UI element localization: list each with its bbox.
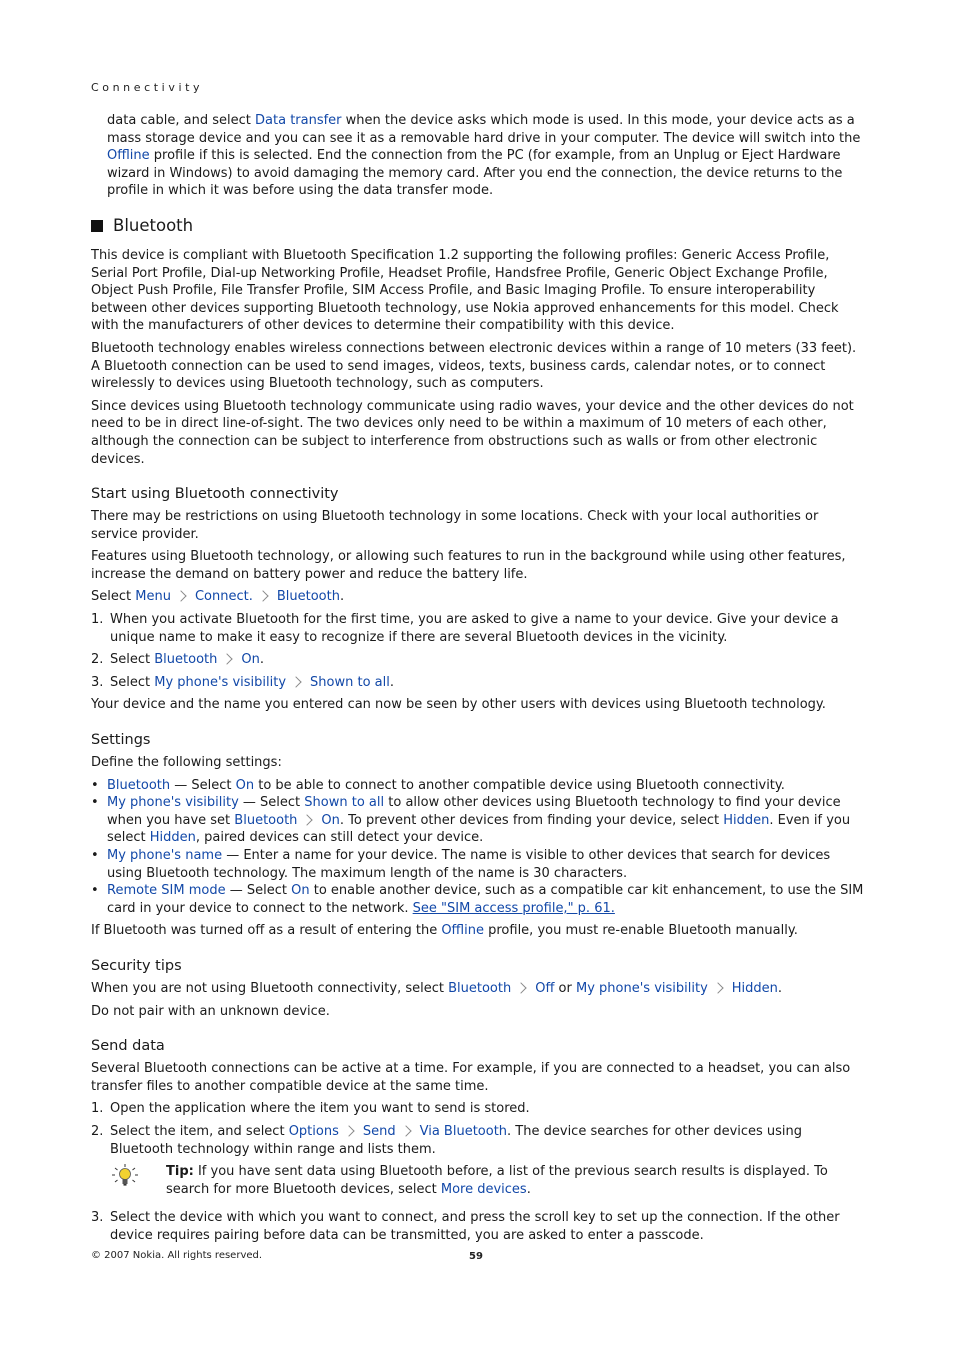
step-number: 3. bbox=[91, 674, 104, 690]
ui-term-via-bluetooth: Via Bluetooth bbox=[419, 1123, 508, 1139]
steps-list bbox=[91, 1209, 866, 1244]
text-fragment: . bbox=[389, 674, 394, 690]
paragraph: There may be restrictions on using Bluetooth technology in some locations. Check with your local authorities or service provider. bbox=[91, 509, 819, 542]
paragraph: Features using Bluetooth technology, or allowing such features to run in the background while using other features, increase the demand on battery power and reduce the battery life. bbox=[91, 549, 846, 582]
ui-term-phone-name: My phone's name bbox=[107, 848, 223, 863]
settings-item-phone-name bbox=[91, 847, 866, 882]
steps-list bbox=[91, 1100, 866, 1158]
ui-term-bluetooth: Bluetooth bbox=[154, 652, 218, 668]
paragraph: Define the following settings: bbox=[91, 755, 282, 771]
step-number: 1. bbox=[91, 1101, 104, 1117]
text-fragment: to allow other devices using Bluetooth technology to find your device when you have set bbox=[107, 795, 841, 828]
step-item bbox=[91, 611, 866, 646]
text-fragment: . To prevent other devices from finding your device, select bbox=[339, 812, 724, 828]
step-text: Select the device with which you want to connect, and press the scroll key to set up the connection. If the other device requires pairing before data can be transmitted, you are asked to enter a passcode. bbox=[110, 1210, 840, 1243]
tip-label: Tip: bbox=[166, 1164, 194, 1180]
chevron-right-icon bbox=[257, 591, 268, 602]
step-item bbox=[91, 1209, 866, 1244]
page-number: 59 bbox=[469, 1251, 483, 1262]
text-fragment: . bbox=[777, 980, 783, 996]
ui-term-shown-to-all: Shown to all bbox=[304, 795, 385, 811]
step-item bbox=[91, 651, 866, 669]
ui-term-visibility: My phone's visibility bbox=[576, 980, 708, 996]
text-fragment: — Select bbox=[170, 777, 236, 793]
ui-term-hidden: Hidden bbox=[723, 812, 770, 828]
step-text: When you activate Bluetooth for the first time, you are asked to give a name to your device. Give your device a unique name to make it easy to recognize if there are several Bluetooth devices in the vicinity. bbox=[110, 612, 839, 645]
paragraph bbox=[91, 922, 866, 940]
footer-copyright: © 2007 Nokia. All rights reserved. bbox=[91, 1250, 263, 1261]
ui-term-visibility: My phone's visibility bbox=[107, 795, 239, 811]
ui-term-send: Send bbox=[362, 1123, 396, 1139]
ui-term-data-transfer: Data transfer bbox=[255, 113, 342, 128]
text-fragment: to enable another device, such as a compatible car kit enhancement, to use the SIM card in your device to connect to the network. bbox=[107, 883, 864, 916]
chevron-right-icon bbox=[343, 1125, 354, 1136]
text-fragment: data cable, and select bbox=[107, 113, 256, 128]
page-content bbox=[91, 112, 866, 1250]
cross-reference-link[interactable]: See "SIM access profile," p. 61. bbox=[412, 900, 615, 916]
text-fragment: , paired devices can still detect your device. bbox=[195, 830, 484, 846]
chevron-right-icon bbox=[175, 591, 186, 602]
settings-item-bluetooth bbox=[91, 777, 866, 795]
step-number: 2. bbox=[91, 1123, 104, 1139]
step-number: 2. bbox=[91, 652, 104, 668]
paragraph bbox=[91, 980, 866, 998]
text-fragment: — Select bbox=[238, 795, 305, 811]
paragraph: Since devices using Bluetooth technology communicate using radio waves, your device and the other devices do not need to be in direct line-of-sight. The two devices only need to be within a maximum of 10 meters of each other, although the connection can be subject to interference from obstructions such as walls or from other electronic devices. bbox=[91, 398, 854, 467]
ui-term-offline: Offline bbox=[107, 148, 150, 164]
text-fragment: Select bbox=[110, 652, 155, 668]
subheading-start-using: Start using Bluetooth connectivity bbox=[91, 486, 339, 503]
chevron-right-icon bbox=[400, 1125, 411, 1136]
step-item bbox=[91, 1123, 866, 1158]
ui-term-menu: Menu bbox=[135, 589, 171, 605]
text-fragment: . Even if you select bbox=[107, 812, 851, 846]
ui-term-on: On bbox=[235, 777, 255, 793]
settings-item-visibility bbox=[91, 794, 866, 847]
running-head: Connectivity bbox=[91, 81, 204, 94]
intro-paragraph bbox=[91, 112, 866, 200]
subheading-settings: Settings bbox=[91, 732, 151, 749]
text-fragment: . bbox=[526, 1181, 531, 1197]
ui-term-bluetooth: Bluetooth bbox=[448, 980, 512, 996]
paragraph: This device is compliant with Bluetooth Specification 1.2 supporting the following profiles: Generic Access Profile, Serial Port Profile, Dial-up Networking Profile, Headset Profile, Handsfree Profile, Generic Object Exchange Profile, Object Push Profile, File Transfer Profile, SIM Access Profile, and Basic Imaging Profile. To ensure interoperability between other devices supporting Bluetooth technology, use Nokia approved enhancements for this model. Check with the manufacturers of other devices to determine their compatibility with this device. bbox=[91, 247, 839, 334]
text-fragment: — Enter a name for your device. The name is visible to other devices that search for devices using Bluetooth technology. The maximum length of the name is 30 characters. bbox=[107, 848, 831, 881]
ui-term-options: Options bbox=[288, 1123, 339, 1139]
section-heading-text: Bluetooth bbox=[113, 215, 194, 235]
ui-term-remote-sim: Remote SIM mode bbox=[107, 883, 226, 899]
ui-term-hidden: Hidden bbox=[149, 830, 196, 846]
text-fragment: If you have sent data using Bluetooth before, a list of the previous search results is displayed. To search for more Bluetooth devices, select bbox=[166, 1164, 828, 1197]
ui-term-on: On bbox=[321, 812, 340, 828]
paragraph: Do not pair with an unknown device. bbox=[91, 1003, 330, 1019]
ui-term-bluetooth: Bluetooth bbox=[276, 589, 340, 605]
step-text: Open the application where the item you want to send is stored. bbox=[110, 1101, 530, 1117]
subheading-security-tips: Security tips bbox=[91, 957, 182, 974]
paragraph: Bluetooth technology enables wireless connections between electronic devices within a range of 10 meters (33 feet). A Bluetooth connection can be used to send images, videos, texts, business cards, calendar notes, or to connect wirelessly to devices using Bluetooth technology, such as computers. bbox=[91, 340, 857, 392]
ui-term-bluetooth: Bluetooth bbox=[107, 777, 171, 793]
steps-list bbox=[91, 611, 866, 691]
section-heading-bluetooth bbox=[91, 216, 866, 236]
chevron-right-icon bbox=[516, 982, 527, 993]
text-fragment: profile, you must re-enable Bluetooth manually. bbox=[483, 923, 798, 939]
chevron-right-icon bbox=[222, 654, 233, 665]
text-fragment: When you are not using Bluetooth connectivity, select bbox=[91, 980, 449, 996]
chevron-right-icon bbox=[712, 982, 723, 993]
ui-term-hidden: Hidden bbox=[731, 980, 778, 996]
subheading-send-data: Send data bbox=[91, 1038, 165, 1055]
step-item bbox=[91, 674, 866, 692]
tip-box bbox=[110, 1163, 866, 1198]
menu-path-instruction bbox=[91, 588, 866, 606]
tip-text bbox=[166, 1163, 866, 1198]
paragraph: Your device and the name you entered can now be seen by other users with devices using Bluetooth technology. bbox=[91, 697, 826, 713]
ui-term-off: Off bbox=[535, 980, 555, 996]
text-fragment: . bbox=[339, 589, 345, 605]
text-fragment: or bbox=[554, 980, 576, 996]
ui-term-bluetooth: Bluetooth bbox=[234, 812, 298, 828]
text-fragment: Select bbox=[110, 674, 155, 690]
settings-item-remote-sim bbox=[91, 882, 866, 917]
text-fragment: . The device searches for other devices using Bluetooth technology within range and lists them. bbox=[110, 1123, 803, 1157]
square-bullet-icon bbox=[91, 220, 103, 232]
ui-term-connect: Connect. bbox=[194, 589, 253, 605]
step-item bbox=[91, 1100, 866, 1118]
ui-term-more-devices: More devices bbox=[440, 1181, 527, 1197]
text-fragment: when the device asks which mode is used. In this mode, your device acts as a mass storage device and you can see it as a removable hard drive in your computer. The device will switch into the bbox=[107, 113, 861, 146]
ui-term-offline: Offline bbox=[441, 923, 484, 939]
text-fragment: to be able to connect to another compatible device using Bluetooth connectivity. bbox=[254, 777, 785, 793]
ui-term-on: On bbox=[291, 883, 310, 899]
settings-list bbox=[91, 777, 866, 918]
lightbulb-icon bbox=[110, 1163, 166, 1198]
text-fragment: profile if this is selected. End the connection from the PC (for example, from an Unplug or Eject Hardware wizard in Windows) to avoid damaging the memory card. After you end the connection, the device returns to the profile in which it was before using the data transfer mode. bbox=[107, 148, 843, 199]
text-fragment: If Bluetooth was turned off as a result of entering the bbox=[91, 923, 442, 939]
text-fragment: — Select bbox=[225, 883, 292, 899]
ui-term-on: On bbox=[241, 652, 260, 668]
paragraph: Several Bluetooth connections can be active at a time. For example, if you are connected to a headset, you can also transfer files to another compatible device at the same time. bbox=[91, 1061, 851, 1094]
text-fragment: Select the item, and select bbox=[110, 1123, 289, 1139]
step-number: 3. bbox=[91, 1210, 104, 1226]
ui-term-shown-to-all: Shown to all bbox=[310, 674, 390, 690]
text-fragment: . bbox=[259, 652, 264, 668]
chevron-right-icon bbox=[290, 676, 301, 687]
step-number: 1. bbox=[91, 612, 104, 628]
ui-term-visibility: My phone's visibility bbox=[154, 674, 287, 690]
text-fragment: Select bbox=[91, 589, 136, 605]
chevron-right-icon bbox=[302, 814, 313, 825]
